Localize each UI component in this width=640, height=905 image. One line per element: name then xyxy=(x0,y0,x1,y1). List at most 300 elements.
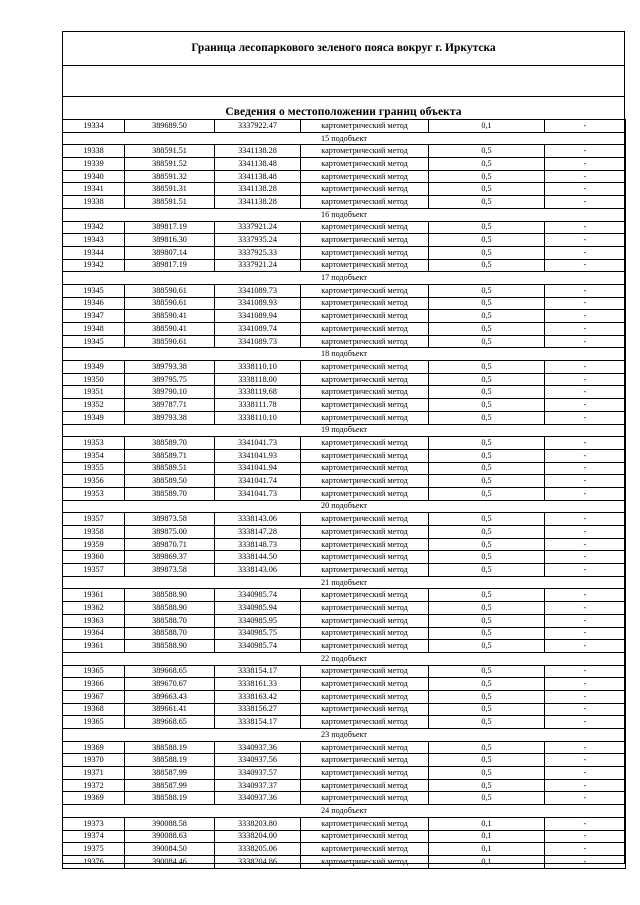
subobject-header-row xyxy=(63,208,626,221)
y-coordinate-cell: 3341089.94 xyxy=(215,310,301,323)
accuracy-cell: 0,5 xyxy=(429,779,545,792)
accuracy-cell: 0,1 xyxy=(429,855,545,868)
table-row xyxy=(63,297,626,310)
point-number-cell: 19345 xyxy=(63,284,125,297)
y-coordinate-cell: 3341089.93 xyxy=(215,297,301,310)
x-coordinate-cell: 389668.65 xyxy=(125,665,215,678)
point-number-cell: 19341 xyxy=(63,183,125,196)
description-cell: - xyxy=(545,690,626,703)
table-row xyxy=(63,843,626,856)
table-row xyxy=(63,259,626,272)
method-cell: картометрический метод xyxy=(301,449,429,462)
description-cell: - xyxy=(545,373,626,386)
x-coordinate-cell: 388591.31 xyxy=(125,183,215,196)
table-row xyxy=(63,538,626,551)
point-number-cell: 19346 xyxy=(63,297,125,310)
accuracy-cell: 0,5 xyxy=(429,792,545,805)
y-coordinate-cell: 3337921.24 xyxy=(215,259,301,272)
method-cell: картометрический метод xyxy=(301,754,429,767)
subobject-label: 24 подобъект xyxy=(63,805,626,818)
title-divider xyxy=(62,65,625,66)
x-coordinate-cell: 389668.65 xyxy=(125,716,215,729)
method-cell: картометрический метод xyxy=(301,259,429,272)
subobject-label: 15 подобъект xyxy=(63,132,626,145)
subobject-header-row xyxy=(63,652,626,665)
point-number-cell: 19361 xyxy=(63,640,125,653)
method-cell: картометрический метод xyxy=(301,602,429,615)
x-coordinate-cell: 389661.41 xyxy=(125,703,215,716)
accuracy-cell: 0,5 xyxy=(429,373,545,386)
accuracy-cell: 0,5 xyxy=(429,551,545,564)
point-number-cell: 19349 xyxy=(63,361,125,374)
method-cell: картометрический метод xyxy=(301,386,429,399)
subobject-header-row xyxy=(63,805,626,818)
method-cell: картометрический метод xyxy=(301,678,429,691)
point-number-cell: 19351 xyxy=(63,386,125,399)
table-row xyxy=(63,589,626,602)
point-number-cell: 19370 xyxy=(63,754,125,767)
table-row xyxy=(63,475,626,488)
accuracy-cell: 0,5 xyxy=(429,741,545,754)
y-coordinate-cell: 3338205.06 xyxy=(215,843,301,856)
point-number-cell: 19358 xyxy=(63,526,125,539)
y-coordinate-cell: 3338119.68 xyxy=(215,386,301,399)
x-coordinate-cell: 390084.50 xyxy=(125,843,215,856)
point-number-cell: 19357 xyxy=(63,513,125,526)
description-cell: - xyxy=(545,183,626,196)
method-cell: картометрический метод xyxy=(301,475,429,488)
x-coordinate-cell: 388588.90 xyxy=(125,602,215,615)
description-cell: - xyxy=(545,284,626,297)
table-row xyxy=(63,817,626,830)
point-number-cell: 19345 xyxy=(63,335,125,348)
point-number-cell: 19371 xyxy=(63,767,125,780)
y-coordinate-cell: 3338110.10 xyxy=(215,361,301,374)
y-coordinate-cell: 3338156.27 xyxy=(215,703,301,716)
table-row xyxy=(63,716,626,729)
point-number-cell: 19366 xyxy=(63,678,125,691)
description-cell: - xyxy=(545,627,626,640)
table-row xyxy=(63,779,626,792)
x-coordinate-cell: 389873.58 xyxy=(125,513,215,526)
accuracy-cell: 0,5 xyxy=(429,716,545,729)
point-number-cell: 19348 xyxy=(63,323,125,336)
x-coordinate-cell: 388590.61 xyxy=(125,284,215,297)
y-coordinate-cell: 3340985.95 xyxy=(215,614,301,627)
accuracy-cell: 0,5 xyxy=(429,158,545,171)
y-coordinate-cell: 3337925.33 xyxy=(215,246,301,259)
point-number-cell: 19359 xyxy=(63,538,125,551)
point-number-cell: 19365 xyxy=(63,665,125,678)
description-cell: - xyxy=(545,855,626,868)
y-coordinate-cell: 3340937.56 xyxy=(215,754,301,767)
accuracy-cell: 0,5 xyxy=(429,526,545,539)
x-coordinate-cell: 389870.71 xyxy=(125,538,215,551)
table-row xyxy=(63,690,626,703)
accuracy-cell: 0,5 xyxy=(429,196,545,209)
y-coordinate-cell: 3340985.94 xyxy=(215,602,301,615)
y-coordinate-cell: 3340937.57 xyxy=(215,767,301,780)
method-cell: картометрический метод xyxy=(301,665,429,678)
method-cell: картометрический метод xyxy=(301,399,429,412)
table-row xyxy=(63,526,626,539)
accuracy-cell: 0,5 xyxy=(429,399,545,412)
point-number-cell: 19342 xyxy=(63,221,125,234)
table-row xyxy=(63,145,626,158)
table-row xyxy=(63,449,626,462)
table-row xyxy=(63,399,626,412)
description-cell: - xyxy=(545,614,626,627)
x-coordinate-cell: 388588.90 xyxy=(125,589,215,602)
description-cell: - xyxy=(545,411,626,424)
x-coordinate-cell: 388587.99 xyxy=(125,779,215,792)
method-cell: картометрический метод xyxy=(301,564,429,577)
accuracy-cell: 0,5 xyxy=(429,589,545,602)
accuracy-cell: 0,5 xyxy=(429,297,545,310)
subobject-header-row xyxy=(63,424,626,437)
point-number-cell: 19365 xyxy=(63,716,125,729)
y-coordinate-cell: 3338143.06 xyxy=(215,513,301,526)
x-coordinate-cell: 388589.70 xyxy=(125,487,215,500)
y-coordinate-cell: 3338154.17 xyxy=(215,716,301,729)
y-coordinate-cell: 3341041.94 xyxy=(215,462,301,475)
y-coordinate-cell: 3341041.73 xyxy=(215,437,301,450)
method-cell: картометрический метод xyxy=(301,373,429,386)
accuracy-cell: 0,5 xyxy=(429,449,545,462)
x-coordinate-cell: 389793.38 xyxy=(125,361,215,374)
x-coordinate-cell: 389817.19 xyxy=(125,259,215,272)
point-number-cell: 19367 xyxy=(63,690,125,703)
description-cell: - xyxy=(545,526,626,539)
section-divider xyxy=(62,96,625,97)
accuracy-cell: 0,5 xyxy=(429,170,545,183)
point-number-cell: 19369 xyxy=(63,792,125,805)
y-coordinate-cell: 3338161.33 xyxy=(215,678,301,691)
table-row xyxy=(63,754,626,767)
point-number-cell: 19369 xyxy=(63,741,125,754)
table-row xyxy=(63,551,626,564)
point-number-cell: 19338 xyxy=(63,196,125,209)
accuracy-cell: 0,5 xyxy=(429,183,545,196)
accuracy-cell: 0,5 xyxy=(429,690,545,703)
x-coordinate-cell: 388591.51 xyxy=(125,145,215,158)
point-number-cell: 19353 xyxy=(63,487,125,500)
description-cell: - xyxy=(545,475,626,488)
point-number-cell: 19353 xyxy=(63,437,125,450)
y-coordinate-cell: 3340937.36 xyxy=(215,792,301,805)
y-coordinate-cell: 3338148.73 xyxy=(215,538,301,551)
x-coordinate-cell: 389816.30 xyxy=(125,234,215,247)
accuracy-cell: 0,5 xyxy=(429,475,545,488)
method-cell: картометрический метод xyxy=(301,741,429,754)
table-row xyxy=(63,183,626,196)
description-cell: - xyxy=(545,640,626,653)
document-page xyxy=(62,31,625,864)
section-title: Сведения о местоположении границ объекта xyxy=(225,106,462,118)
y-coordinate-cell: 3337935.24 xyxy=(215,234,301,247)
description-cell: - xyxy=(545,817,626,830)
subobject-label: 21 подобъект xyxy=(63,576,626,589)
table-row xyxy=(63,855,626,868)
y-coordinate-cell: 3338154.17 xyxy=(215,665,301,678)
method-cell: картометрический метод xyxy=(301,640,429,653)
method-cell: картометрический метод xyxy=(301,538,429,551)
point-number-cell: 19363 xyxy=(63,614,125,627)
description-cell: - xyxy=(545,221,626,234)
description-cell: - xyxy=(545,792,626,805)
method-cell: картометрический метод xyxy=(301,323,429,336)
description-cell: - xyxy=(545,564,626,577)
accuracy-cell: 0,5 xyxy=(429,246,545,259)
table-row xyxy=(63,158,626,171)
accuracy-cell: 0,5 xyxy=(429,145,545,158)
subobject-header-row xyxy=(63,272,626,285)
method-cell: картометрический метод xyxy=(301,716,429,729)
point-number-cell: 19354 xyxy=(63,449,125,462)
y-coordinate-cell: 3341138.48 xyxy=(215,158,301,171)
x-coordinate-cell: 388591.52 xyxy=(125,158,215,171)
table-row xyxy=(63,246,626,259)
point-number-cell: 19356 xyxy=(63,475,125,488)
point-number-cell: 19362 xyxy=(63,602,125,615)
description-cell: - xyxy=(545,310,626,323)
table-row xyxy=(63,310,626,323)
table-row xyxy=(63,411,626,424)
x-coordinate-cell: 388588.19 xyxy=(125,792,215,805)
x-coordinate-cell: 388589.70 xyxy=(125,437,215,450)
method-cell: картометрический метод xyxy=(301,234,429,247)
y-coordinate-cell: 3340937.37 xyxy=(215,779,301,792)
table-row xyxy=(63,703,626,716)
description-cell: - xyxy=(545,145,626,158)
point-number-cell: 19334 xyxy=(63,120,125,133)
x-coordinate-cell: 389670.67 xyxy=(125,678,215,691)
y-coordinate-cell: 3341089.74 xyxy=(215,323,301,336)
y-coordinate-cell: 3337922.47 xyxy=(215,120,301,133)
subobject-label: 18 подобъект xyxy=(63,348,626,361)
accuracy-cell: 0,5 xyxy=(429,323,545,336)
table-row xyxy=(63,627,626,640)
description-cell: - xyxy=(545,703,626,716)
subobject-label: 17 подобъект xyxy=(63,272,626,285)
accuracy-cell: 0,5 xyxy=(429,564,545,577)
description-cell: - xyxy=(545,741,626,754)
y-coordinate-cell: 3341089.73 xyxy=(215,335,301,348)
y-coordinate-cell: 3341041.73 xyxy=(215,487,301,500)
accuracy-cell: 0,5 xyxy=(429,462,545,475)
method-cell: картометрический метод xyxy=(301,614,429,627)
coordinates-table-body xyxy=(63,120,626,869)
x-coordinate-cell: 388588.70 xyxy=(125,614,215,627)
y-coordinate-cell: 3338111.78 xyxy=(215,399,301,412)
method-cell: картометрический метод xyxy=(301,830,429,843)
method-cell: картометрический метод xyxy=(301,817,429,830)
description-cell: - xyxy=(545,246,626,259)
y-coordinate-cell: 3338204.86 xyxy=(215,855,301,868)
description-cell: - xyxy=(545,399,626,412)
y-coordinate-cell: 3341138.28 xyxy=(215,183,301,196)
y-coordinate-cell: 3340985.75 xyxy=(215,627,301,640)
description-cell: - xyxy=(545,361,626,374)
x-coordinate-cell: 389795.75 xyxy=(125,373,215,386)
point-number-cell: 19347 xyxy=(63,310,125,323)
coordinates-table xyxy=(62,119,626,869)
y-coordinate-cell: 3338204.00 xyxy=(215,830,301,843)
point-number-cell: 19357 xyxy=(63,564,125,577)
method-cell: картометрический метод xyxy=(301,627,429,640)
point-number-cell: 19372 xyxy=(63,779,125,792)
method-cell: картометрический метод xyxy=(301,843,429,856)
description-cell: - xyxy=(545,386,626,399)
table-row xyxy=(63,487,626,500)
point-number-cell: 19340 xyxy=(63,170,125,183)
y-coordinate-cell: 3338203.80 xyxy=(215,817,301,830)
subobject-label: 22 подобъект xyxy=(63,652,626,665)
point-number-cell: 19339 xyxy=(63,158,125,171)
method-cell: картометрический метод xyxy=(301,437,429,450)
accuracy-cell: 0,5 xyxy=(429,221,545,234)
y-coordinate-cell: 3338110.10 xyxy=(215,411,301,424)
x-coordinate-cell: 389807.14 xyxy=(125,246,215,259)
x-coordinate-cell: 388587.99 xyxy=(125,767,215,780)
method-cell: картометрический метод xyxy=(301,221,429,234)
method-cell: картометрический метод xyxy=(301,284,429,297)
description-cell: - xyxy=(545,196,626,209)
method-cell: картометрический метод xyxy=(301,120,429,133)
description-cell: - xyxy=(545,538,626,551)
y-coordinate-cell: 3338144.50 xyxy=(215,551,301,564)
table-row xyxy=(63,767,626,780)
point-number-cell: 19342 xyxy=(63,259,125,272)
accuracy-cell: 0,5 xyxy=(429,284,545,297)
method-cell: картометрический метод xyxy=(301,411,429,424)
table-row xyxy=(63,170,626,183)
subobject-label: 23 подобъект xyxy=(63,729,626,742)
accuracy-cell: 0,5 xyxy=(429,754,545,767)
method-cell: картометрический метод xyxy=(301,703,429,716)
y-coordinate-cell: 3340937.36 xyxy=(215,741,301,754)
document-title: Граница лесопаркового зеленого пояса вокруг г. Иркутска xyxy=(191,42,496,54)
description-cell: - xyxy=(545,767,626,780)
description-cell: - xyxy=(545,513,626,526)
y-coordinate-cell: 3341138.28 xyxy=(215,196,301,209)
x-coordinate-cell: 388589.50 xyxy=(125,475,215,488)
method-cell: картометрический метод xyxy=(301,196,429,209)
x-coordinate-cell: 388589.71 xyxy=(125,449,215,462)
x-coordinate-cell: 388591.32 xyxy=(125,170,215,183)
table-row xyxy=(63,678,626,691)
accuracy-cell: 0,5 xyxy=(429,437,545,450)
method-cell: картометрический метод xyxy=(301,297,429,310)
table-row xyxy=(63,437,626,450)
y-coordinate-cell: 3341089.73 xyxy=(215,284,301,297)
x-coordinate-cell: 388588.19 xyxy=(125,741,215,754)
y-coordinate-cell: 3338143.06 xyxy=(215,564,301,577)
subobject-header-row xyxy=(63,348,626,361)
x-coordinate-cell: 390088.58 xyxy=(125,817,215,830)
method-cell: картометрический метод xyxy=(301,361,429,374)
y-coordinate-cell: 3338163.42 xyxy=(215,690,301,703)
description-cell: - xyxy=(545,602,626,615)
point-number-cell: 19355 xyxy=(63,462,125,475)
x-coordinate-cell: 389873.58 xyxy=(125,564,215,577)
point-number-cell: 19368 xyxy=(63,703,125,716)
point-number-cell: 19349 xyxy=(63,411,125,424)
description-cell: - xyxy=(545,551,626,564)
subobject-header-row xyxy=(63,500,626,513)
description-cell: - xyxy=(545,462,626,475)
accuracy-cell: 0,5 xyxy=(429,665,545,678)
point-number-cell: 19376 xyxy=(63,855,125,868)
x-coordinate-cell: 390088.63 xyxy=(125,830,215,843)
subobject-header-row xyxy=(63,576,626,589)
x-coordinate-cell: 388590.61 xyxy=(125,297,215,310)
x-coordinate-cell: 389817.19 xyxy=(125,221,215,234)
description-cell: - xyxy=(545,259,626,272)
accuracy-cell: 0,5 xyxy=(429,627,545,640)
point-number-cell: 19338 xyxy=(63,145,125,158)
x-coordinate-cell: 388591.51 xyxy=(125,196,215,209)
accuracy-cell: 0,5 xyxy=(429,335,545,348)
table-row xyxy=(63,221,626,234)
description-cell: - xyxy=(545,716,626,729)
method-cell: картометрический метод xyxy=(301,310,429,323)
description-cell: - xyxy=(545,120,626,133)
method-cell: картометрический метод xyxy=(301,170,429,183)
method-cell: картометрический метод xyxy=(301,513,429,526)
description-cell: - xyxy=(545,170,626,183)
x-coordinate-cell: 388590.61 xyxy=(125,335,215,348)
description-cell: - xyxy=(545,754,626,767)
x-coordinate-cell: 388589.51 xyxy=(125,462,215,475)
method-cell: картометрический метод xyxy=(301,462,429,475)
description-cell: - xyxy=(545,449,626,462)
x-coordinate-cell: 388590.41 xyxy=(125,323,215,336)
method-cell: картометрический метод xyxy=(301,779,429,792)
x-coordinate-cell: 389793.38 xyxy=(125,411,215,424)
point-number-cell: 19374 xyxy=(63,830,125,843)
x-coordinate-cell: 389689.50 xyxy=(125,120,215,133)
y-coordinate-cell: 3341041.74 xyxy=(215,475,301,488)
accuracy-cell: 0,5 xyxy=(429,602,545,615)
method-cell: картометрический метод xyxy=(301,551,429,564)
description-cell: - xyxy=(545,297,626,310)
description-cell: - xyxy=(545,234,626,247)
accuracy-cell: 0,1 xyxy=(429,830,545,843)
table-row xyxy=(63,614,626,627)
accuracy-cell: 0,5 xyxy=(429,640,545,653)
point-number-cell: 19364 xyxy=(63,627,125,640)
accuracy-cell: 0,5 xyxy=(429,538,545,551)
table-row xyxy=(63,196,626,209)
accuracy-cell: 0,5 xyxy=(429,487,545,500)
x-coordinate-cell: 388588.19 xyxy=(125,754,215,767)
subobject-label: 16 подобъект xyxy=(63,208,626,221)
description-cell: - xyxy=(545,678,626,691)
table-row xyxy=(63,361,626,374)
accuracy-cell: 0,1 xyxy=(429,817,545,830)
description-cell: - xyxy=(545,589,626,602)
table-row xyxy=(63,602,626,615)
subobject-header-row xyxy=(63,132,626,145)
table-row xyxy=(63,462,626,475)
table-row xyxy=(63,284,626,297)
subobject-label: 20 подобъект xyxy=(63,500,626,513)
method-cell: картометрический метод xyxy=(301,767,429,780)
accuracy-cell: 0,5 xyxy=(429,513,545,526)
y-coordinate-cell: 3338147.28 xyxy=(215,526,301,539)
method-cell: картометрический метод xyxy=(301,183,429,196)
